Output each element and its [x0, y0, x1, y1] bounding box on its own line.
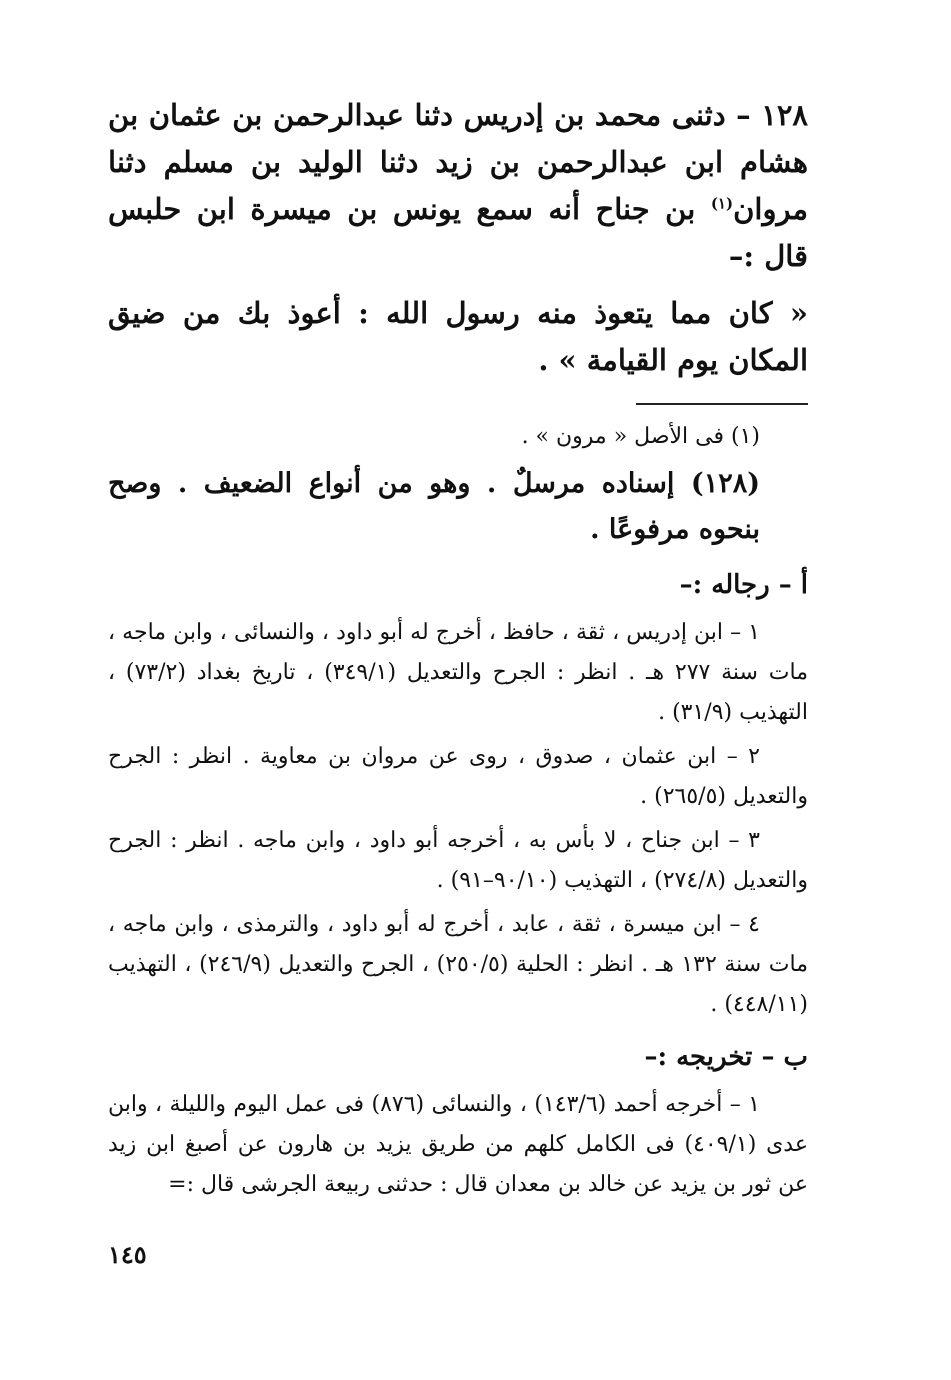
hadith-number: ١٢٨	[761, 98, 808, 132]
footnote-reference: (١)	[710, 194, 734, 213]
hadith-matn: « كان مما يتعوذ منه رسول الله : أعوذ بك من ضيق المكان يوم القيامة » .	[108, 296, 808, 377]
rijal-item-1: ١ – ابن إدريس ، ثقة ، حافظ ، أخرج له أبو داود ، والنسائى ، وابن ماجه ، مات سنة ٢٧٧ هـ . انظر : الجرح والتعديل (٣٤٩/١) ، تاريخ بغداد (٧٣/٢) ، التهذيب (٣١/٩) .	[108, 620, 808, 725]
takhrij-item-1: ١ – أخرجه أحمد (١٤٣/٦) ، والنسائى (٨٧٦) فى عمل اليوم والليلة ، وابن عدى (٤٠٩/١) فى الكامل كلهم من طريق يزيد بن هارون عن أصبغ ابن زيد عن ثور بن يزيد عن خالد بن معدان قال : حدثنى ربيعة الجرشى قال :=	[108, 1092, 808, 1197]
page-number: ١٤٥	[108, 1240, 147, 1269]
isnad-text-continued: بن جناح أنه سمع يونس بن ميسرة ابن حلبس قال :–	[108, 192, 808, 273]
section-b-heading: ب – تخريجه :–	[644, 1042, 808, 1072]
rijal-item-4: ٤ – ابن ميسرة ، ثقة ، عابد ، أخرج له أبو داود ، والترمذى ، وابن ماجه ، مات سنة ١٣٢ هـ . انظر : الحلية (٢٥٠/٥) ، الجرح والتعديل (٢٤٦/٩) ، التهذيب (٤٤٨/١١) .	[108, 912, 808, 1017]
book-page	[108, 92, 808, 1209]
isnad-text: – دثنى محمد بن إدريس دثنا عبدالرحمن بن عثمان بن هشام ابن عبدالرحمن بن زيد دثنا الوليد بن مسلم دثنا مروان	[108, 98, 808, 226]
rijal-item-2: ٢ – ابن عثمان ، صدوق ، روى عن مروان بن معاوية . انظر : الجرح والتعديل (٢٦٥/٥) .	[108, 744, 808, 809]
rijal-item-3: ٣ – ابن جناح ، لا بأس به ، أخرجه أبو داود ، وابن ماجه . انظر : الجرح والتعديل (٢٧٤/٨) ، التهذيب (٩٠/١٠–٩١) .	[108, 828, 808, 893]
footnote-divider	[636, 403, 808, 405]
hadith-isnad	[108, 92, 808, 280]
footnote-128-grading: (١٢٨) إسناده مرسلٌ . وهو من أنواع الضعيف . وصح بنحوه مرفوعًا .	[108, 468, 760, 545]
footnote-1: (١) فى الأصل « مرون » .	[521, 424, 760, 449]
section-a-heading: أ – رجاله :–	[679, 570, 808, 600]
